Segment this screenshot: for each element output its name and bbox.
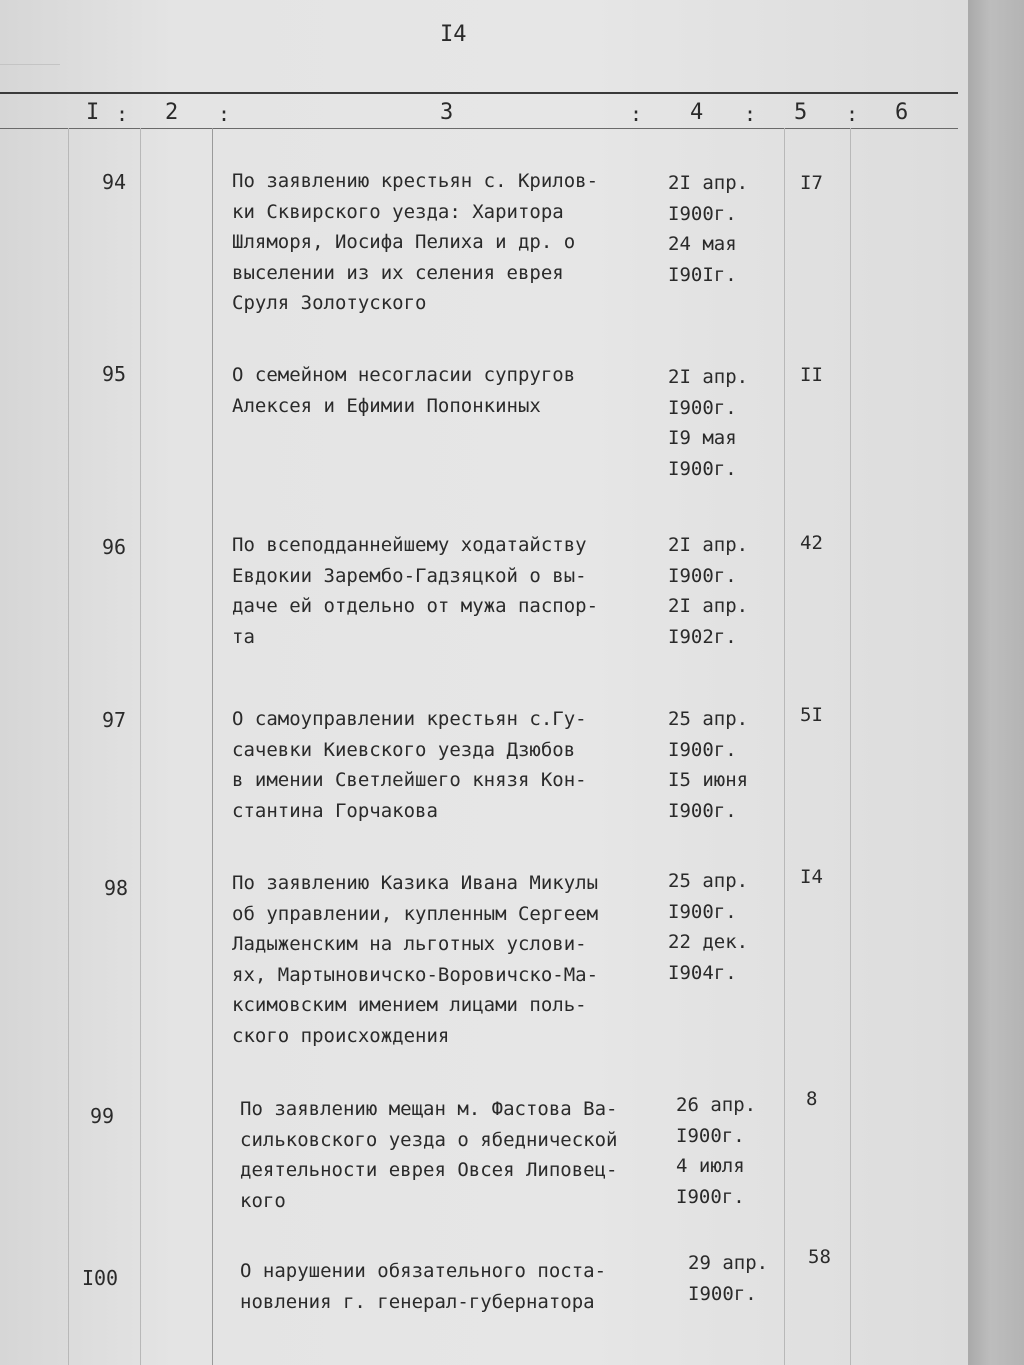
entry-description: По заявлению крестьян с. Крилов- ки Сквирского уезда: Харитора Шляморя, Иосифа Пелиха и др. о выселении из их селения еврея Сруля Золотуского (232, 170, 599, 314)
page-number: I4 (440, 22, 467, 47)
entry-pages: 42 (800, 532, 823, 554)
header-col-6: 6 (895, 100, 909, 125)
entry-description: По всеподданнейшему ходатайству Евдокии Зарембо-Гадзяцкой о вы- даче ей отдельно от мужа паспор- та (232, 534, 599, 648)
entry-description: О самоуправлении крестьян с.Гу- сачевки Киевского уезда Дзюбов в имении Светлейшего князя Кон- стантина Горчакова (232, 708, 587, 822)
header-separator: : (630, 102, 643, 126)
entry-dates: 2I апр. I900г. I9 мая I900г. (668, 366, 749, 480)
header-bottom-rule (0, 128, 958, 129)
column-divider (140, 128, 141, 1365)
entry-pages: I7 (800, 172, 823, 194)
entry-number: 97 (101, 708, 127, 732)
page-edge-shadow (968, 0, 1024, 1365)
entry-dates: 29 апр. I900г. (688, 1252, 769, 1305)
entry-pages: 58 (808, 1246, 831, 1268)
header-separator: : (116, 102, 129, 126)
column-divider (68, 128, 69, 1365)
header-col-5: 5 (794, 100, 808, 125)
entry-description: По заявлению Казика Ивана Микулы об управлении, купленным Сергеем Ладыженским на льготных услови- ях, Мартыновичско-Воровичско-Ма- ксимовским имением лицами поль- ского происхождения (232, 872, 599, 1047)
entry-number: I00 (81, 1266, 119, 1290)
entry-pages: II (800, 364, 823, 386)
entry-description: О нарушении обязательного поста- новления г. генерал-губернатора (240, 1260, 607, 1313)
entry-dates: 25 апр. I900г. I5 июня I900г. (668, 708, 749, 822)
entry-number: 94 (101, 170, 127, 194)
entry-dates: 2I апр. I900г. 24 мая I90Iг. (668, 172, 749, 286)
header-col-2: 2 (165, 100, 179, 125)
header-col-1: I (86, 100, 100, 125)
entry-dates: 26 апр. I900г. 4 июля I900г. (676, 1094, 757, 1208)
entry-number: 95 (101, 362, 127, 386)
bleed-through-mark (0, 64, 60, 75)
entry-description: О семейном несогласии супругов Алексея и Ефимии Попонкиных (232, 364, 576, 417)
entry-number: 98 (103, 876, 129, 900)
entry-pages: 8 (806, 1088, 818, 1110)
entry-dates: 2I апр. I900г. 2I апр. I902г. (668, 534, 749, 648)
header-separator: : (846, 102, 859, 126)
header-col-3: 3 (440, 100, 454, 125)
entry-pages: 5I (800, 704, 823, 726)
header-separator: : (744, 102, 757, 126)
entry-description: По заявлению мещан м. Фастова Ва- сильковского уезда о ябеднической деятельности еврея Овсея Липовец- кого (240, 1098, 618, 1212)
entry-number: 96 (101, 535, 127, 559)
header-top-rule (0, 92, 958, 94)
entry-number: 99 (89, 1104, 115, 1128)
column-divider (212, 128, 213, 1365)
header-col-4: 4 (690, 100, 704, 125)
entry-pages: I4 (800, 866, 823, 888)
header-separator: : (218, 102, 231, 126)
entry-dates: 25 апр. I900г. 22 дек. I904г. (668, 870, 749, 984)
column-divider (850, 128, 851, 1365)
